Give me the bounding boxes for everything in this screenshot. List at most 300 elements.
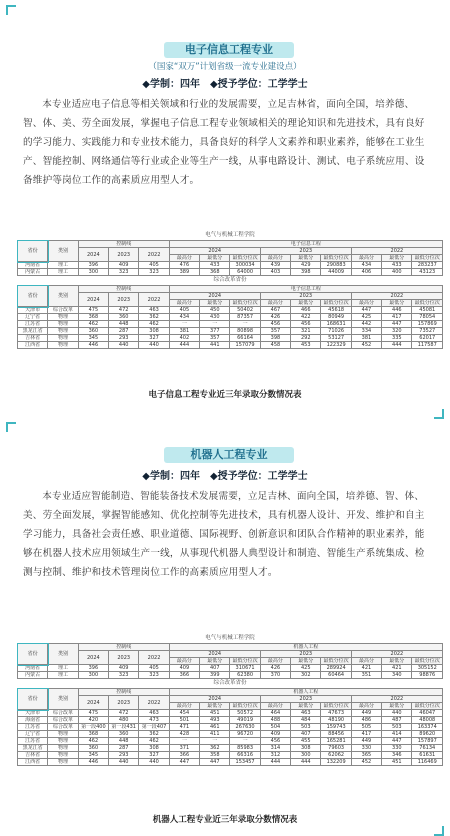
table-cell: 473: [139, 717, 169, 724]
table-cell: 53127: [321, 335, 351, 342]
table-cell: 江苏省: [18, 738, 48, 745]
table-cell: 85983: [230, 745, 260, 752]
table-header-row: [18, 696, 443, 703]
table-row: [18, 314, 443, 321]
table-cell: 407: [200, 665, 230, 672]
degree-info: ◆学制：四年 ◆授予学位：工学学士: [142, 79, 308, 90]
table-cell: 287: [109, 745, 139, 752]
table-cell: 425: [351, 314, 381, 321]
table-cell: 396: [78, 262, 108, 269]
table-cell: 302: [291, 672, 321, 679]
table-cell: 71026: [321, 328, 351, 335]
table-cell: 396: [78, 665, 108, 672]
table-cell: 168631: [321, 321, 351, 328]
table-cell: 444: [169, 342, 199, 349]
table-cell: 辽宁省: [18, 731, 48, 738]
header-year: 2023: [260, 248, 351, 255]
header-year: 2023: [109, 696, 139, 710]
header-province: 省份: [18, 689, 48, 710]
table-cell: 417: [382, 314, 412, 321]
table-cell: 天津市: [18, 307, 48, 314]
table-cell: 163374: [412, 724, 443, 731]
table-cell: 447: [169, 759, 199, 766]
table-row: [18, 745, 443, 752]
table-cell: 96720: [230, 731, 260, 738]
table-cell: 122329: [321, 342, 351, 349]
table-cell: 理工: [48, 665, 78, 672]
header-major: 机器人工程: [169, 644, 442, 651]
corner-decoration: [6, 5, 16, 15]
table-cell: 409: [260, 731, 290, 738]
table-caption: 电子信息工程专业近三年录取分数情况表: [148, 390, 302, 400]
score-table-part-a: [17, 643, 443, 679]
table-row: [18, 724, 443, 731]
table-row: [18, 665, 443, 672]
header-subcol: 最高分: [260, 658, 290, 665]
table-cell: 450: [200, 307, 230, 314]
table-cell: 理工: [48, 672, 78, 679]
table-cell: 312: [260, 752, 290, 759]
table-cell: 一: [230, 321, 260, 328]
header-year: 2024: [78, 248, 108, 262]
table-cell: 406: [351, 269, 381, 276]
table-cell: 153457: [230, 759, 260, 766]
header-control-line: 控制线: [78, 644, 169, 651]
table-cell: 403: [260, 269, 290, 276]
table-row: [18, 752, 443, 759]
corner-decoration: [434, 826, 444, 836]
table-header-row: [18, 286, 443, 293]
table-cell: 440: [109, 342, 139, 349]
table-cell: 物理: [48, 314, 78, 321]
table-cell: 366: [169, 672, 199, 679]
major-card-electronic-info: [9, 8, 441, 416]
table-cell: 一: [200, 738, 230, 745]
header-major: 电子信息工程: [169, 286, 442, 293]
header-subcol: 最低分: [291, 255, 321, 262]
table-cell: 454: [169, 710, 199, 717]
table-cell: 425: [291, 665, 321, 672]
header-subcol: 最低分位次: [321, 703, 351, 710]
table-cell: 433: [200, 262, 230, 269]
header-subcol: 最低分位次: [321, 255, 351, 262]
table-cell: 503: [382, 724, 412, 731]
table-cell: 455: [291, 738, 321, 745]
table-cell: 411: [200, 731, 230, 738]
header-year: 2022: [139, 293, 169, 307]
table-cell: 323: [109, 269, 139, 276]
header-subcol: 最高分: [260, 300, 290, 307]
table-cell: 47673: [321, 710, 351, 717]
header-category: 类别: [48, 241, 78, 262]
table-cell: 409: [109, 262, 139, 269]
header-year: 2024: [169, 293, 260, 300]
table-cell: 456: [260, 321, 290, 328]
table-cell: 第一段400: [78, 724, 108, 731]
table-cell: 446: [78, 759, 108, 766]
table-cell: 476: [169, 262, 199, 269]
table-cell: 62380: [230, 672, 260, 679]
table-cell: 421: [382, 665, 412, 672]
header-subcol: 最低分: [291, 703, 321, 710]
table-cell: 462: [139, 738, 169, 745]
table-cell: 159743: [321, 724, 351, 731]
table-cell: 368: [78, 314, 108, 321]
table-cell: 429: [291, 262, 321, 269]
table-cell: 475: [78, 307, 108, 314]
table-cell: 446: [78, 342, 108, 349]
table-cell: 157079: [230, 342, 260, 349]
table-cell: 503: [291, 724, 321, 731]
table-cell: 501: [169, 717, 199, 724]
header-subcol: 最低分位次: [230, 300, 260, 307]
header-subcol: 最高分: [351, 658, 381, 665]
header-year: 2022: [351, 248, 442, 255]
header-subcol: 最低分: [382, 703, 412, 710]
table-cell: 43123: [412, 269, 443, 276]
header-subcol: 最高分: [260, 703, 290, 710]
table-cell: 327: [139, 335, 169, 342]
header-subcol: 最低分位次: [230, 658, 260, 665]
table-cell: 综合改革: [48, 710, 78, 717]
table-cell: 48190: [321, 717, 351, 724]
table-row: [18, 269, 443, 276]
table-cell: 463: [139, 710, 169, 717]
header-subcol: 最高分: [169, 255, 199, 262]
table-cell: 45618: [321, 307, 351, 314]
table-cell: 46047: [412, 710, 443, 717]
table-cell: 300: [78, 672, 108, 679]
table-cell: 451: [382, 759, 412, 766]
table-cell: 340: [382, 672, 412, 679]
table-cell: 439: [260, 262, 290, 269]
table-cell: 346: [382, 752, 412, 759]
table-cell: 综合改革: [48, 307, 78, 314]
table-cell: 78054: [412, 314, 443, 321]
table-cell: 446: [382, 307, 412, 314]
table-cell: 吉林省: [18, 752, 48, 759]
header-year: 2023: [260, 293, 351, 300]
header-subcol: 最低分: [291, 300, 321, 307]
table-cell: 300: [291, 752, 321, 759]
table-cell: 362: [139, 314, 169, 321]
table-cell: 420: [78, 717, 108, 724]
table-cell: 365: [351, 752, 381, 759]
table-cell: 330: [382, 745, 412, 752]
table-cell: 80898: [230, 328, 260, 335]
table-cell: 449: [351, 738, 381, 745]
header-year: 2024: [78, 696, 108, 710]
header-subcol: 最低分位次: [412, 703, 443, 710]
table-cell: 360: [78, 745, 108, 752]
table-cell: 293: [109, 752, 139, 759]
table-cell: 441: [200, 342, 230, 349]
major-subtitle: （国家“双万”计划省级一流专业建设点）: [148, 62, 302, 72]
table-cell: 河南省: [18, 262, 48, 269]
header-year: 2023: [260, 651, 351, 658]
table-cell: 448: [109, 321, 139, 328]
table-header-row: [18, 248, 443, 255]
table-cell: 360: [78, 328, 108, 335]
admission-score-table: [17, 634, 443, 766]
header-subcol: 最低分位次: [321, 658, 351, 665]
table-cell: 内蒙古: [18, 269, 48, 276]
table-cell: 360: [109, 731, 139, 738]
table-row: [18, 335, 443, 342]
table-cell: 62017: [412, 335, 443, 342]
table-cell: 黑龙江省: [18, 745, 48, 752]
table-row: [18, 321, 443, 328]
table-cell: 吉林省: [18, 335, 48, 342]
table-cell: 62062: [321, 752, 351, 759]
table-cell: 440: [139, 342, 169, 349]
table-cell: 389: [169, 269, 199, 276]
table-cell: 447: [382, 321, 412, 328]
header-control-line: 控制线: [78, 286, 169, 293]
table-cell: 357: [260, 328, 290, 335]
table-cell: 487: [382, 717, 412, 724]
table-cell: 64000: [230, 269, 260, 276]
table-cell: 362: [139, 731, 169, 738]
table-cell: 505: [351, 724, 381, 731]
table-cell: 第一段431: [109, 724, 139, 731]
table-cell: 综合改革: [48, 724, 78, 731]
table-cell: 江西省: [18, 759, 48, 766]
table-row: [18, 328, 443, 335]
header-category: 类别: [48, 286, 78, 307]
table-cell: 江苏省: [18, 724, 48, 731]
score-table-part-b: [17, 285, 443, 349]
table-cell: 449: [351, 710, 381, 717]
table-cell: 381: [351, 335, 381, 342]
table-row: [18, 307, 443, 314]
table-row: [18, 262, 443, 269]
table-cell: 448: [109, 738, 139, 745]
table-cell: 456: [260, 738, 290, 745]
table-row: [18, 759, 443, 766]
header-year: 2024: [78, 293, 108, 307]
table-cell: 471: [169, 724, 199, 731]
table-cell: 117587: [412, 342, 443, 349]
table-cell: 426: [260, 314, 290, 321]
table-cell: 理工: [48, 262, 78, 269]
table-cell: 321: [291, 328, 321, 335]
table-cell: 368: [200, 269, 230, 276]
table-cell: 292: [291, 335, 321, 342]
header-subcol: 最低分: [382, 658, 412, 665]
admission-score-table: [17, 231, 443, 349]
table-cell: 300034: [230, 262, 260, 269]
table-header-row: [18, 651, 443, 658]
table-cell: 87357: [230, 314, 260, 321]
header-year: 2024: [169, 248, 260, 255]
header-year: 2024: [169, 696, 260, 703]
table-cell: 422: [291, 314, 321, 321]
table-cell: 157869: [412, 321, 443, 328]
header-year: 2022: [139, 696, 169, 710]
table-cell: 330: [351, 745, 381, 752]
table-cell: 132209: [321, 759, 351, 766]
header-subcol: 最低分: [291, 658, 321, 665]
table-cell: 50572: [230, 710, 260, 717]
table-cell: 426: [260, 665, 290, 672]
table-cell: 88456: [321, 731, 351, 738]
table-cell: 89620: [412, 731, 443, 738]
table-cell: 433: [382, 262, 412, 269]
table-cell: 421: [351, 665, 381, 672]
table-cell: 463: [291, 710, 321, 717]
table-cell: 409: [169, 665, 199, 672]
table-cell: 287: [109, 328, 139, 335]
header-year: 2022: [139, 651, 169, 665]
table-cell: 398: [260, 335, 290, 342]
header-subcol: 最低分: [200, 658, 230, 665]
major-title: 机器人工程专业: [164, 447, 294, 463]
table-cell: 48008: [412, 717, 443, 724]
major-description: 本专业适应电子信息等相关领域和行业的发展需要，立足吉林省，面向全国，培养德、智、体、美、劳全面发展，掌握电子信息工程专业领域相关的理论知识和先进技术，具有良好的学习能力、实践能力和专业技术能力，具备良好的科学人文素养和职业素养，能够在工业生产、智能控制、网络通信等行业或企业等生产一线，从事电路设计、测试、电子系统应用、设备维护等岗位工作的高素质应用型人才。: [23, 99, 425, 186]
table-cell: 323: [139, 269, 169, 276]
table-cell: 463: [139, 307, 169, 314]
table-cell: 357: [200, 335, 230, 342]
header-subcol: 最高分: [351, 255, 381, 262]
table-cell: 323: [139, 672, 169, 679]
header-subcol: 最低分位次: [412, 658, 443, 665]
table-header-row: [18, 293, 443, 300]
table-cell: 116469: [412, 759, 443, 766]
header-subcol: 最高分: [169, 658, 199, 665]
table-cell: 165281: [321, 738, 351, 745]
table-cell: 467: [260, 307, 290, 314]
table-cell: 305152: [412, 665, 443, 672]
header-subcol: 最高分: [169, 300, 199, 307]
table-cell: 358: [200, 752, 230, 759]
header-control-line: 控制线: [78, 241, 169, 248]
table-cell: 381: [169, 328, 199, 335]
header-year: 2022: [139, 248, 169, 262]
table-cell: 44009: [321, 269, 351, 276]
table-cell: 462: [139, 321, 169, 328]
table-cell: 434: [169, 314, 199, 321]
table-cell: 79603: [321, 745, 351, 752]
table-cell: 458: [260, 342, 290, 349]
table-row: [18, 731, 443, 738]
table-cell: 80949: [321, 314, 351, 321]
table-cell: 377: [200, 328, 230, 335]
score-table-part-a: [17, 240, 443, 276]
table-cell: 351: [351, 672, 381, 679]
table-cell: 335: [382, 335, 412, 342]
table-group-header: 综合改革省份: [213, 277, 247, 283]
header-subcol: 最低分: [382, 300, 412, 307]
table-row: [18, 710, 443, 717]
table-cell: 451: [200, 710, 230, 717]
table-cell: 414: [382, 731, 412, 738]
table-cell: 320: [382, 328, 412, 335]
table-cell: 73527: [412, 328, 443, 335]
score-table-part-b: [17, 688, 443, 766]
table-cell: 405: [169, 307, 199, 314]
table-cell: 444: [260, 759, 290, 766]
header-subcol: 最低分位次: [412, 255, 443, 262]
table-cell: 456: [291, 321, 321, 328]
corner-decoration: [434, 409, 444, 419]
table-title: 电气与机械工程学院: [205, 232, 255, 238]
table-cell: 310671: [230, 665, 260, 672]
table-row: [18, 717, 443, 724]
table-cell: 480: [109, 717, 139, 724]
header-subcol: 最低分位次: [230, 255, 260, 262]
header-subcol: 最低分: [200, 255, 230, 262]
table-cell: 428: [169, 731, 199, 738]
table-cell: 366: [169, 752, 199, 759]
major-description: 本专业适应智能制造、智能装备技术发展需要，立足吉林、面向全国，培养德、智、体、美、劳全面发展，掌握智能感知、优化控制等先进技术，具有机器人设计、开发、维护和自主学习能力，具备社会责任感、职业道德、国际视野、创新意识和团队合作精神的职业素养，能够在机器人技术应用领域生产一线，从事现代机器人典型设计和制造、智能生产系统集成、检测与控制、维护和技术管理岗位工作的高素质应用型人才。: [23, 491, 425, 578]
table-cell: 江西省: [18, 342, 48, 349]
corner-decoration: [6, 422, 16, 432]
header-subcol: 最低分位次: [230, 703, 260, 710]
table-cell: 475: [78, 710, 108, 717]
table-cell: 400: [382, 269, 412, 276]
header-subcol: 最低分位次: [412, 300, 443, 307]
header-year: 2024: [169, 651, 260, 658]
table-cell: 66164: [230, 335, 260, 342]
table-cell: 一: [169, 738, 199, 745]
header-year: 2023: [260, 696, 351, 703]
table-cell: 66316: [230, 752, 260, 759]
table-cell: 内蒙古: [18, 672, 48, 679]
table-cell: 一: [200, 321, 230, 328]
table-cell: 61631: [412, 752, 443, 759]
header-subcol: 最高分: [260, 255, 290, 262]
table-cell: 345: [78, 752, 108, 759]
header-subcol: 最低分: [200, 703, 230, 710]
table-cell: 493: [200, 717, 230, 724]
table-cell: 368: [78, 731, 108, 738]
table-cell: 486: [351, 717, 381, 724]
table-cell: 409: [109, 665, 139, 672]
table-cell: 417: [351, 731, 381, 738]
table-cell: 江苏省: [18, 321, 48, 328]
table-cell: 物理: [48, 759, 78, 766]
table-header-row: [18, 689, 443, 696]
table-cell: 60464: [321, 672, 351, 679]
table-cell: 98876: [412, 672, 443, 679]
header-year: 2023: [109, 651, 139, 665]
table-cell: 76134: [412, 745, 443, 752]
table-cell: 370: [260, 672, 290, 679]
table-cell: 物理: [48, 342, 78, 349]
header-province: 省份: [18, 644, 48, 665]
header-province: 省份: [18, 286, 48, 307]
table-cell: 430: [200, 314, 230, 321]
table-cell: 405: [139, 262, 169, 269]
header-category: 类别: [48, 689, 78, 710]
header-year: 2022: [351, 651, 442, 658]
table-cell: 452: [351, 759, 381, 766]
table-cell: 462: [78, 321, 108, 328]
table-cell: 一: [230, 738, 260, 745]
table-cell: 440: [382, 710, 412, 717]
table-header-row: [18, 644, 443, 651]
table-cell: 466: [291, 307, 321, 314]
table-cell: 综合改革: [48, 717, 78, 724]
table-cell: 444: [291, 759, 321, 766]
table-cell: 461: [200, 724, 230, 731]
header-major: 机器人工程: [169, 689, 442, 696]
table-cell: 334: [351, 328, 381, 335]
table-cell: 45081: [412, 307, 443, 314]
table-cell: 第一段407: [139, 724, 169, 731]
table-cell: 289924: [321, 665, 351, 672]
